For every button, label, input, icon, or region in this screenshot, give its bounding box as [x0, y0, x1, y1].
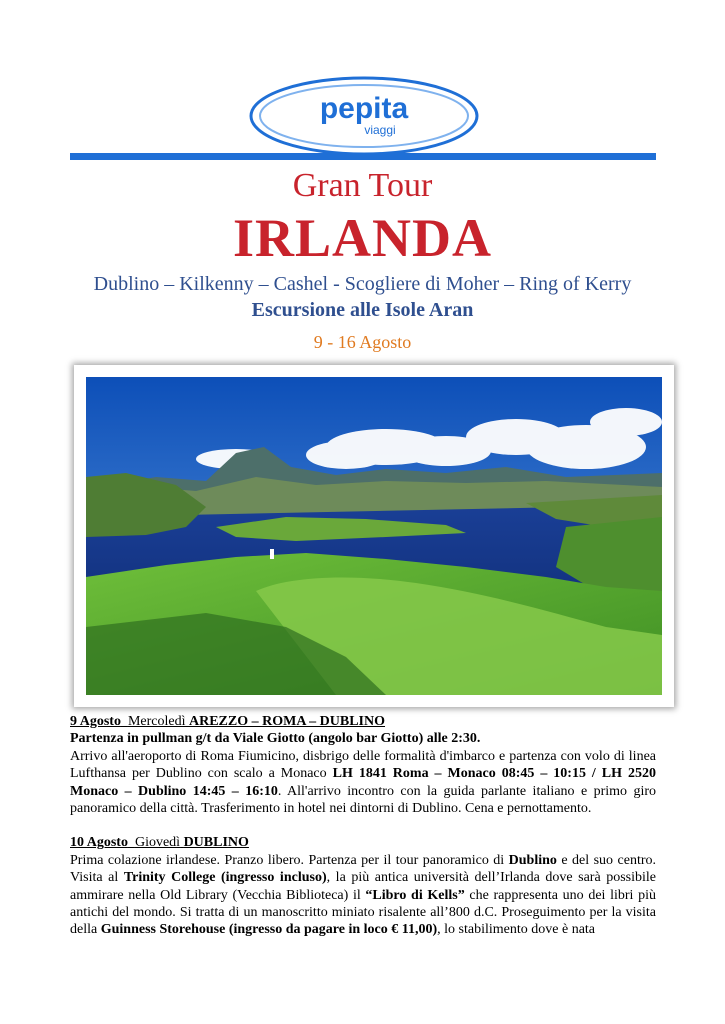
day1-text: Arrivo all'aeroporto di Roma Fiumicino, disbrigo delle formalità d'imbarco e partenza con volo di linea Lufthansa per Dublino con scalo a Monaco LH 1841 Roma – Monaco 08:45 – 10:15 / LH 2520 Monaco – Dublino 14:45 – 16:10. All'arrivo incontro con la guida parlante italiano e primo giro panoramico della città. Trasferimento in hotel nei dintorni di Dublino. Cena e pernottamento.	[70, 748, 656, 817]
tour-excursion: Escursione alle Isole Aran	[251, 299, 474, 321]
day2-heading	[70, 834, 656, 851]
day1-weekday: Mercoledì	[127, 714, 186, 729]
day1-route: AREZZO – ROMA – DUBLINO	[188, 714, 386, 729]
pepita-viaggi-logo	[248, 74, 480, 158]
day1-flight: LH 1841 Roma – Monaco 08:45 – 10:15 / LH 2520 Monaco – Dublino 14:45 – 16:10	[70, 766, 656, 799]
logo-brand: pepita	[319, 92, 409, 125]
photo-frame	[74, 365, 674, 707]
tour-subtitle: Gran Tour	[292, 167, 433, 204]
day2-city: DUBLINO	[183, 835, 249, 851]
tour-dates: 9 - 16 Agosto	[313, 332, 412, 352]
itinerary	[70, 713, 656, 939]
ireland-landscape-photo	[86, 377, 662, 695]
day1-departure: Partenza in pullman g/t da Viale Giotto (angolo bar Giotto) alle 2:30.	[70, 731, 481, 747]
day1-date: 9 Agosto	[70, 714, 121, 729]
day2-text: Prima colazione irlandese. Pranzo libero. Partenza per il tour panoramico di Dublino e del suo centro. Visita al Trinity College (ingresso incluso), la più antica università dell’Irlanda dove sarà possibile ammirare nella Old Library (Vecchia Biblioteca) il “Libro di Kells” che rappresenta uno dei libri più antichi del mondo. Si tratta di un manoscritto miniato risalente all’800 d.C. Proseguimento per la visita della Guinness Storehouse (ingresso da pagare in loco € 11,00), lo stabilimento dove è nata	[70, 852, 656, 938]
tour-title: IRLANDA	[232, 208, 493, 268]
tour-places: Dublino – Kilkenny – Cashel - Scogliere di Moher – Ring of Kerry	[93, 273, 632, 295]
header-rule	[70, 153, 656, 160]
day2-date: 10 Agosto	[70, 835, 128, 851]
logo-sub: viaggi	[364, 123, 396, 137]
day2-weekday: Giovedì	[134, 835, 181, 851]
day1-heading	[70, 713, 656, 730]
